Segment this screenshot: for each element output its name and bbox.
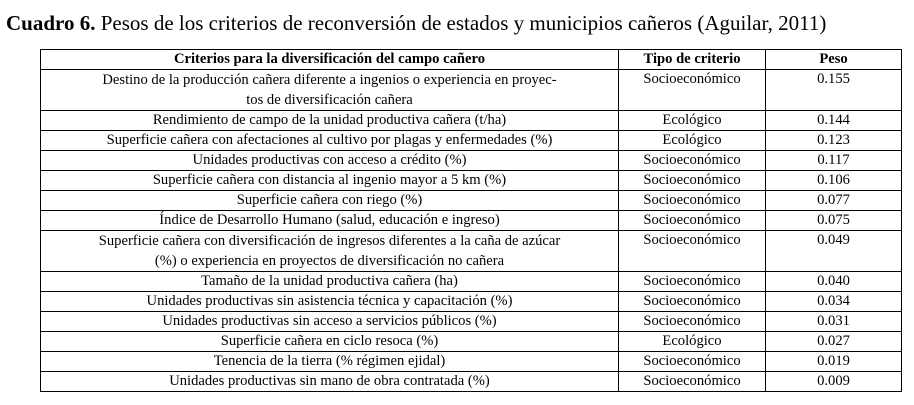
peso-cell: 0.075 bbox=[766, 211, 902, 231]
tipo-cell: Socioeconómico bbox=[619, 70, 766, 111]
header-criterio: Criterios para la diversificación del campo cañero bbox=[41, 50, 619, 70]
peso-cell: 0.106 bbox=[766, 171, 902, 191]
criterio-cell: Unidades productivas sin acceso a servicios públicos (%) bbox=[41, 312, 619, 332]
caption-text: Pesos de los criterios de reconversión de estados y municipios cañeros (Aguilar, 2011) bbox=[95, 11, 827, 35]
peso-cell: 0.009 bbox=[766, 372, 902, 392]
peso-cell: 0.144 bbox=[766, 111, 902, 131]
table-header-row bbox=[41, 50, 902, 70]
tipo-cell: Ecológico bbox=[619, 332, 766, 352]
table-caption bbox=[6, 10, 826, 36]
table-row bbox=[41, 191, 902, 211]
criterio-cell: Superficie cañera en ciclo resoca (%) bbox=[41, 332, 619, 352]
table-row bbox=[41, 171, 902, 191]
peso-cell: 0.027 bbox=[766, 332, 902, 352]
tipo-cell: Socioeconómico bbox=[619, 231, 766, 272]
tipo-cell: Socioeconómico bbox=[619, 151, 766, 171]
criterio-cell: Tamaño de la unidad productiva cañera (ha) bbox=[41, 272, 619, 292]
peso-cell: 0.034 bbox=[766, 292, 902, 312]
criterio-cell: Superficie cañera con afectaciones al cultivo por plagas y enfermedades (%) bbox=[41, 131, 619, 151]
criterio-cell: Unidades productivas con acceso a crédito (%) bbox=[41, 151, 619, 171]
tipo-cell: Socioeconómico bbox=[619, 211, 766, 231]
header-peso: Peso bbox=[766, 50, 902, 70]
criterio-cell: Unidades productivas sin asistencia técnica y capacitación (%) bbox=[41, 292, 619, 312]
criterio-cell bbox=[41, 231, 619, 272]
criterio-cell: Tenencia de la tierra (% régimen ejidal) bbox=[41, 352, 619, 372]
table-row bbox=[41, 332, 902, 352]
peso-cell: 0.123 bbox=[766, 131, 902, 151]
peso-cell: 0.031 bbox=[766, 312, 902, 332]
tipo-cell: Socioeconómico bbox=[619, 372, 766, 392]
tipo-cell: Ecológico bbox=[619, 111, 766, 131]
criterio-cell: Superficie cañera con distancia al ingenio mayor a 5 km (%) bbox=[41, 171, 619, 191]
table-row bbox=[41, 211, 902, 231]
peso-cell: 0.077 bbox=[766, 191, 902, 211]
criterio-cell: Rendimiento de campo de la unidad productiva cañera (t/ha) bbox=[41, 111, 619, 131]
tipo-cell: Socioeconómico bbox=[619, 272, 766, 292]
criterio-cell: Índice de Desarrollo Humano (salud, educación e ingreso) bbox=[41, 211, 619, 231]
tipo-cell: Socioeconómico bbox=[619, 312, 766, 332]
criterio-cell bbox=[41, 70, 619, 111]
table-row bbox=[41, 312, 902, 332]
table-row bbox=[41, 272, 902, 292]
peso-cell: 0.049 bbox=[766, 231, 902, 272]
peso-cell: 0.155 bbox=[766, 70, 902, 111]
peso-cell: 0.019 bbox=[766, 352, 902, 372]
tipo-cell: Socioeconómico bbox=[619, 352, 766, 372]
tipo-cell: Ecológico bbox=[619, 131, 766, 151]
table-row bbox=[41, 292, 902, 312]
criterio-line-2: tos de diversificación cañera bbox=[246, 92, 413, 108]
table-row bbox=[41, 131, 902, 151]
peso-cell: 0.040 bbox=[766, 272, 902, 292]
criteria-weights-table bbox=[40, 49, 902, 392]
header-tipo: Tipo de criterio bbox=[619, 50, 766, 70]
table-row bbox=[41, 70, 902, 111]
peso-cell: 0.117 bbox=[766, 151, 902, 171]
table-row bbox=[41, 151, 902, 171]
tipo-cell: Socioeconómico bbox=[619, 191, 766, 211]
caption-label: Cuadro 6. bbox=[6, 11, 96, 35]
tipo-cell: Socioeconómico bbox=[619, 292, 766, 312]
tipo-cell: Socioeconómico bbox=[619, 171, 766, 191]
table-row bbox=[41, 231, 902, 272]
criterio-cell: Unidades productivas sin mano de obra contratada (%) bbox=[41, 372, 619, 392]
table-row bbox=[41, 352, 902, 372]
table-row bbox=[41, 372, 902, 392]
table-row bbox=[41, 111, 902, 131]
criterio-line-2: (%) o experiencia en proyectos de diversificación no cañera bbox=[154, 253, 505, 269]
criterio-cell: Superficie cañera con riego (%) bbox=[41, 191, 619, 211]
criterio-line-1: Destino de la producción cañera diferente a ingenios o experiencia en proyec- bbox=[102, 72, 557, 88]
criterio-line-1: Superficie cañera con diversificación de ingresos diferentes a la caña de azúcar bbox=[98, 233, 561, 249]
